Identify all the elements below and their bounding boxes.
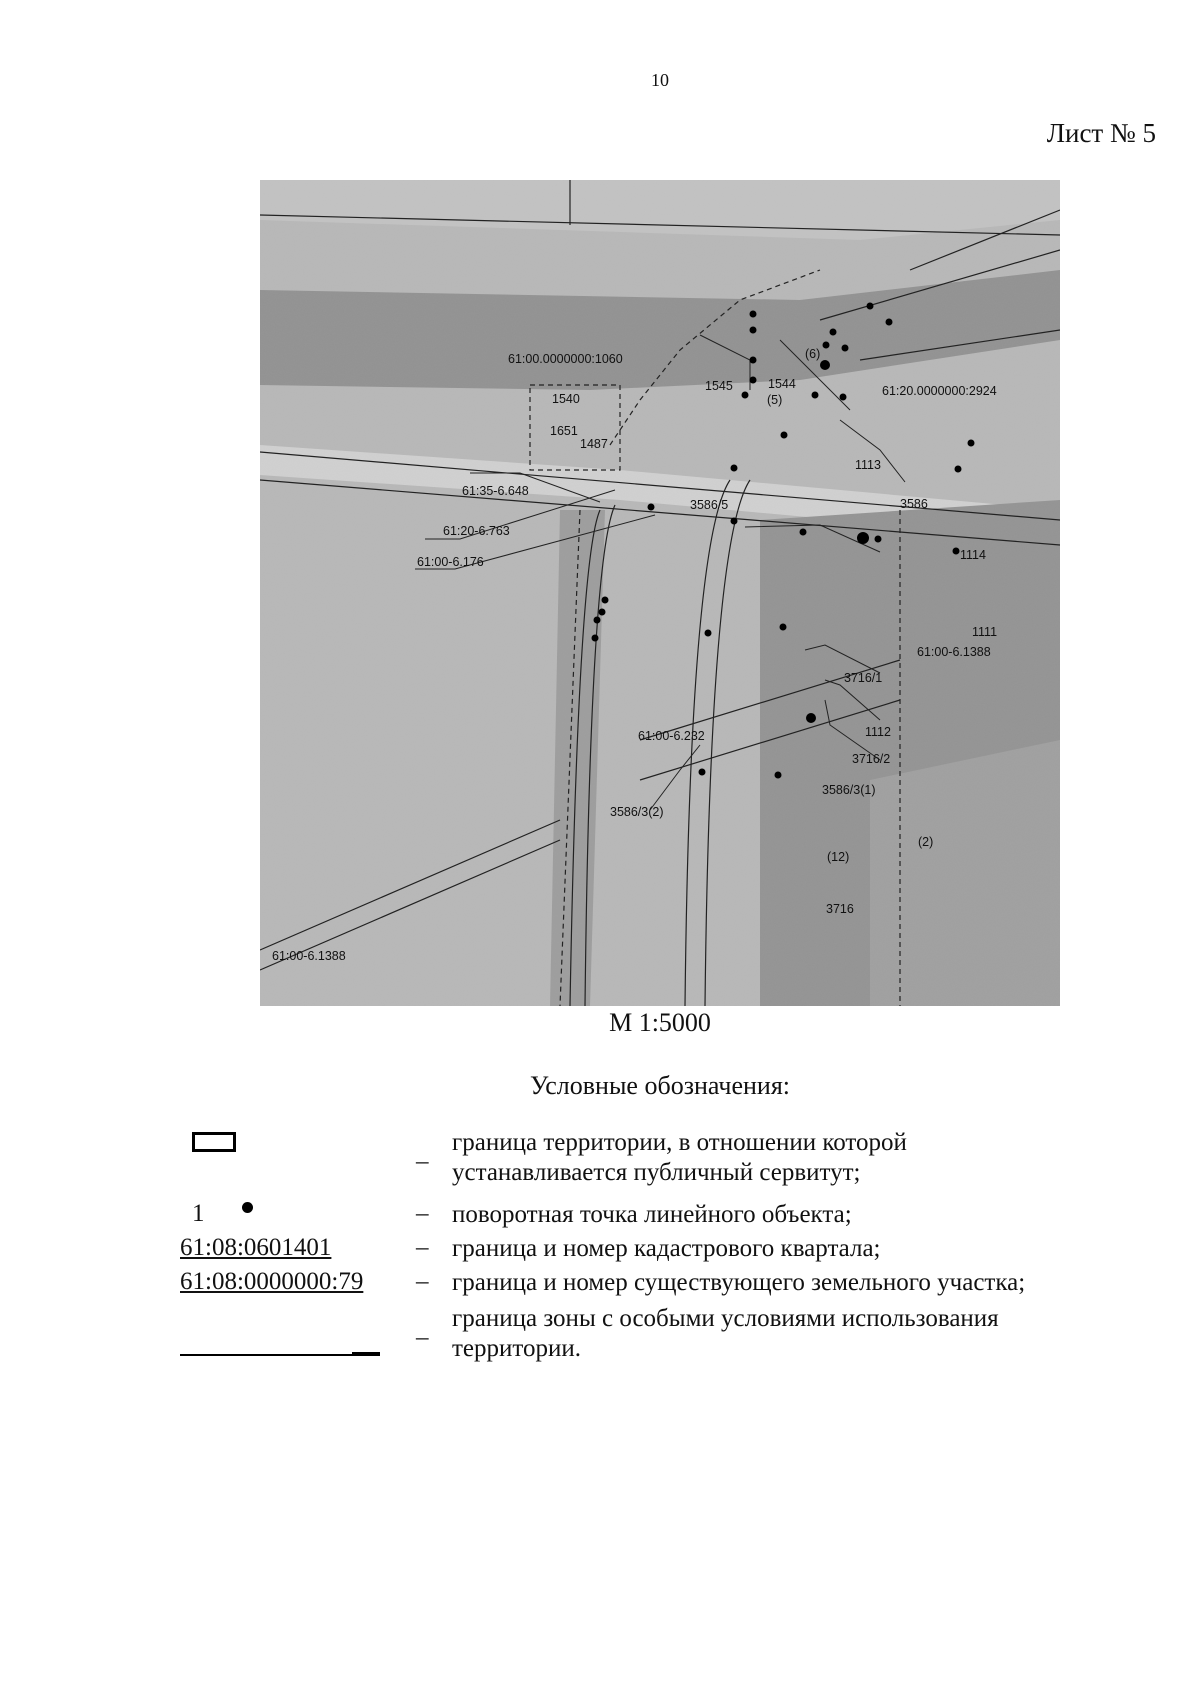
map-label: 1651 (550, 424, 578, 438)
turning-point (705, 630, 712, 637)
turning-point (731, 465, 738, 472)
legend-dash: – (416, 1148, 429, 1175)
turning-point (592, 635, 599, 642)
turning-point (857, 532, 869, 544)
turning-point (823, 342, 830, 349)
map-label: (2) (918, 835, 934, 849)
legend-text: поворотная точка линейного объекта; (452, 1201, 852, 1228)
turning-point (968, 440, 975, 447)
legend-text: граница и номер существующего земельного участка; (452, 1269, 1026, 1296)
turning-point (955, 466, 962, 473)
map-label: 61:00-6.1388 (272, 949, 346, 963)
special-zone-line-symbol (180, 1354, 380, 1356)
map-label: (6) (805, 347, 821, 361)
turning-point (953, 548, 960, 555)
turning-point (602, 597, 609, 604)
legend-title: Условные обозначения: (529, 1071, 791, 1100)
map-label: 1111 (972, 625, 998, 639)
map-label: 3716 (826, 902, 854, 916)
turning-point (830, 329, 837, 336)
turning-point (875, 536, 882, 543)
turning-point (750, 377, 757, 384)
turning-point (840, 394, 847, 401)
map-label: 3586/3(1) (822, 783, 876, 797)
turning-point (648, 504, 655, 511)
turning-point (806, 713, 816, 723)
map-label: 1544 (768, 377, 796, 391)
legend-text: граница территории, в отношении которой (452, 1129, 907, 1156)
map-label: 61:00-6.176 (417, 555, 484, 569)
legend-point-number: 1 (192, 1200, 205, 1227)
map-label: 1114 (960, 548, 986, 562)
turning-point (594, 617, 601, 624)
map-label: 61:00-6.232 (638, 729, 705, 743)
legend-dash: – (416, 1268, 429, 1295)
turning-point (742, 392, 749, 399)
map-label: 3586/5 (690, 498, 729, 512)
map-label: 61:00.0000000:1060 (508, 352, 623, 366)
map-label: 1487 (580, 437, 608, 451)
turning-point (699, 769, 706, 776)
map-label: 3586/3(2) (610, 805, 664, 819)
turning-point-symbol (242, 1202, 253, 1213)
turning-point (781, 432, 788, 439)
turning-point (820, 360, 830, 370)
turning-point (867, 303, 874, 310)
map-label: 1540 (552, 392, 580, 406)
map-scale: М 1:5000 (609, 1008, 711, 1037)
turning-point (800, 529, 807, 536)
map-label: 3716/1 (844, 671, 883, 685)
legend-dash: – (416, 1324, 429, 1351)
map-label: (12) (827, 850, 850, 864)
map-label: (5) (767, 393, 783, 407)
map-label: 61:20.0000000:2924 (882, 384, 997, 398)
turning-point (731, 518, 738, 525)
legend-text: граница зоны с особыми условиями использования (452, 1305, 999, 1332)
map-label: 1113 (855, 458, 881, 472)
sheet-label: Лист № 5 (1046, 118, 1156, 148)
legend-text: устанавливается публичный сервитут; (452, 1159, 861, 1186)
map-label: 61:00-6.1388 (917, 645, 991, 659)
turning-point (599, 609, 606, 616)
legend-dash: – (416, 1200, 429, 1227)
turning-point (750, 357, 757, 364)
servitude-boundary-symbol (192, 1132, 236, 1152)
turning-point (886, 319, 893, 326)
cadastral-quarter-code: 61:08:0601401 (180, 1234, 332, 1261)
map-label: 61:35-6.648 (462, 484, 529, 498)
turning-point (750, 311, 757, 318)
map-label: 3586 (900, 497, 928, 511)
legend-text: территории. (452, 1335, 582, 1362)
legend-text: граница и номер кадастрового квартала; (452, 1235, 881, 1262)
turning-point (780, 624, 787, 631)
map-label: 1545 (705, 379, 733, 393)
map-label: 3716/2 (852, 752, 891, 766)
map-texture (260, 180, 1060, 1006)
land-plot-code: 61:08:0000000:79 (180, 1268, 364, 1295)
map-label: 61:20-6.763 (443, 524, 510, 538)
map-image (260, 180, 1060, 1006)
turning-point (812, 392, 819, 399)
turning-point (775, 772, 782, 779)
turning-point (842, 345, 849, 352)
page-number: 10 (651, 70, 669, 90)
turning-point (750, 327, 757, 334)
map-label: 1112 (865, 725, 891, 739)
legend-dash: – (416, 1234, 429, 1261)
